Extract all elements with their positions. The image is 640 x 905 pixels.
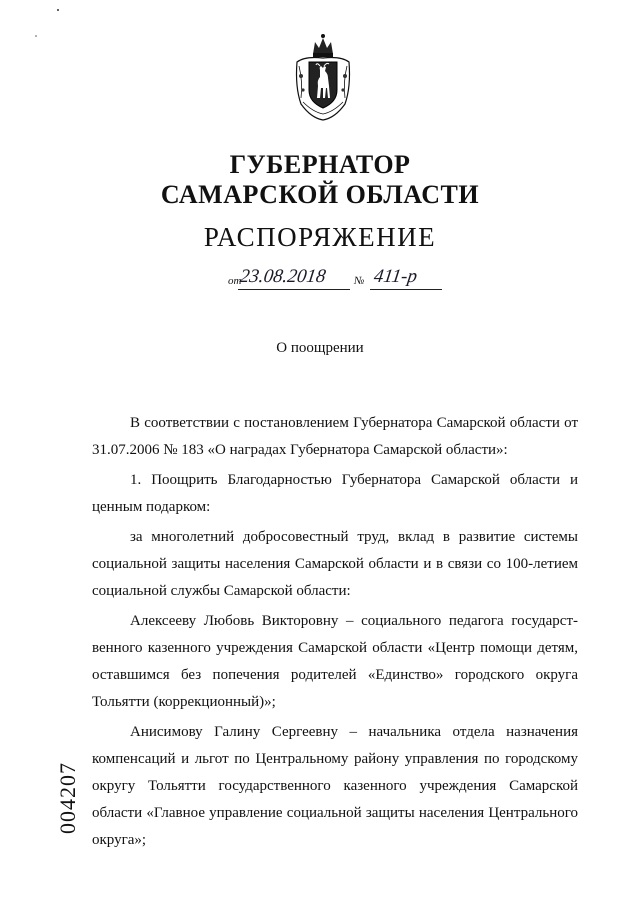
number-underline — [370, 289, 442, 290]
paragraph: за многолетний добросовестный труд, вклад в развитие системы социальной защиты населения Самарской области и в связи со 100-летием социальной службы Самарской области: — [92, 529, 578, 599]
serial-number: 004207 — [55, 762, 80, 834]
issuer-title: ГУБЕРНАТОР — [229, 150, 411, 179]
issuer-region: САМАРСКОЙ ОБЛАСТИ — [160, 180, 480, 209]
date-label: от — [228, 275, 242, 287]
paragraph: Алексееву Любовь Викторовну – социального педагога государст-венного казенного учреждения Самарской области «Центр помощи детям, оставшимся без попечения родителей «Единство» городского округа Тольятти (коррекционный)»; — [92, 613, 578, 710]
paragraph: 1. Поощрить Благодарностью Губернатора Самарской области и ценным подарком: — [92, 472, 578, 515]
paragraph: В соответствии с постановлением Губернатора Самарской области от 31.07.2006 № 183 «О наградах Губернатора Самарской области»: — [92, 415, 578, 458]
document-subject: О поощрении — [276, 340, 364, 356]
number-label: № — [354, 275, 365, 287]
date-number-line — [228, 264, 468, 294]
document-type: РАСПОРЯЖЕНИЕ — [203, 222, 437, 252]
paragraph: Анисимову Галину Сергеевну – начальника отдела назначения компенсаций и льгот по Центральному району управления по городскому округу Тольятти государственного казенного учреждения Самарской области «Главное управление социальной защиты населения Центрального округа»; — [92, 724, 578, 848]
side-serial-stamp — [56, 752, 80, 844]
document-body — [92, 410, 578, 857]
handwritten-number: 411-р — [372, 266, 419, 287]
date-underline — [238, 289, 350, 290]
handwritten-date: 23.08.2018 — [238, 266, 328, 287]
coat-of-arms-icon — [293, 32, 353, 122]
